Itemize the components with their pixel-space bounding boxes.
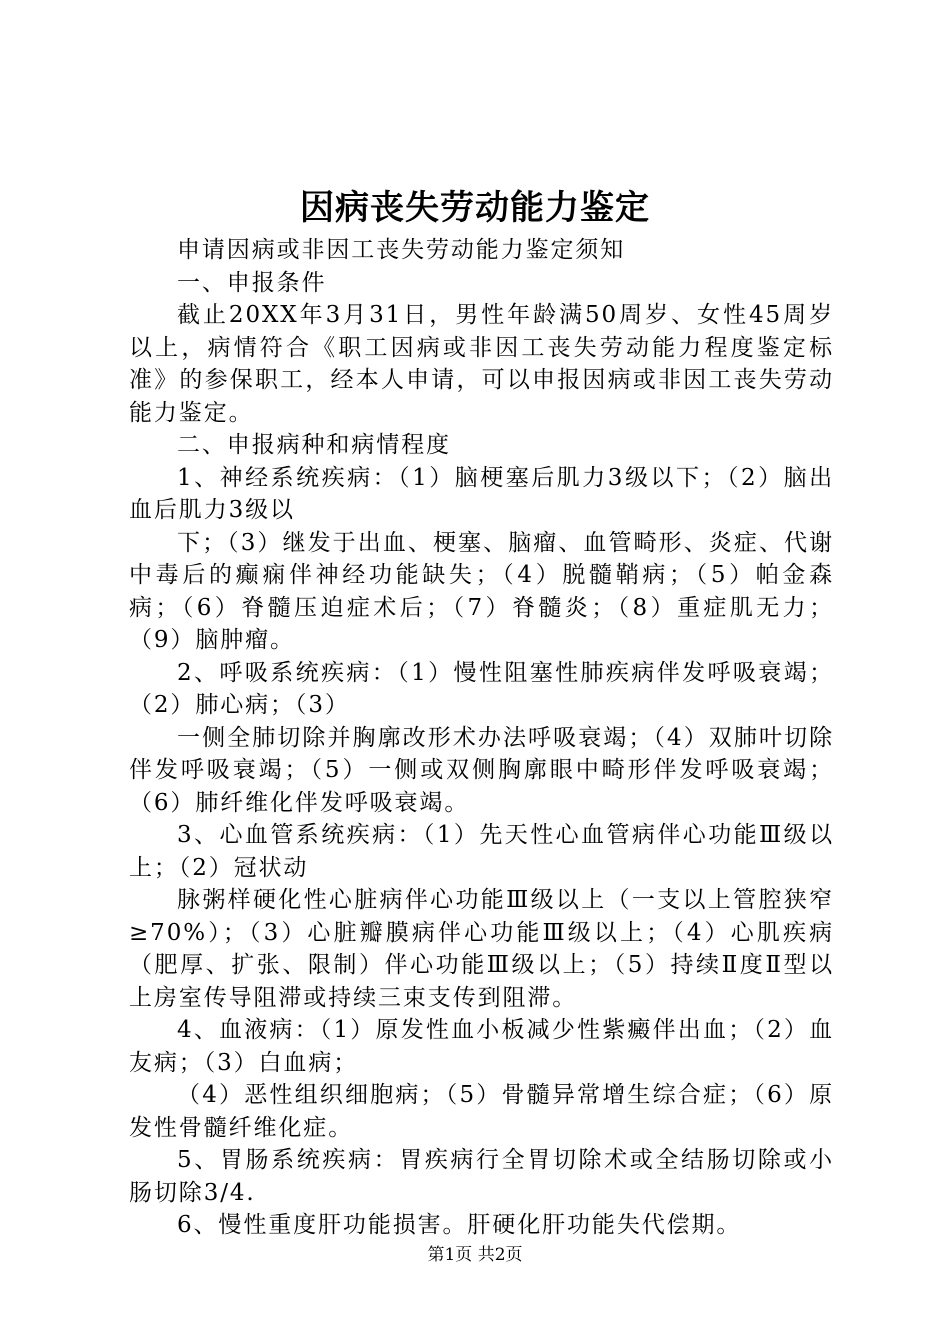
paragraph-respiratory-2: 一侧全肺切除并胸廓改形术办法呼吸衰竭；（4）双肺叶切除伴发呼吸衰竭；（5）一侧或双侧胸廓眼中畸形伴发呼吸衰竭；（6）肺纤维化伴发呼吸衰竭。 — [129, 724, 834, 816]
paragraph-neuro-2: 下；（3）继发于出血、梗塞、脑瘤、血管畸形、炎症、代谢中毒后的癫痫伴神经功能缺失；（4）脱髓鞘病；（5）帕金森病；（6）脊髓压迫症术后；（7）脊髓炎；（8）重症肌无力；（9）脑肿瘤。 — [129, 529, 834, 653]
section-heading-conditions: 一、申报条件 — [177, 269, 327, 296]
paragraph-cardio-1: 3、心血管系统疾病：（1）先天性心血管病伴心功能Ⅲ级以上；（2）冠状动 — [129, 822, 834, 881]
paragraph-blood-1: 4、血液病：（1）原发性血小板减少性紫癜伴出血；（2）血友病；（3）白血病； — [129, 1017, 834, 1076]
paragraph-respiratory-1: 2、呼吸系统疾病：（1）慢性阻塞性肺疾病伴发呼吸衰竭；（2）肺心病；（3） — [129, 659, 834, 718]
paragraph-gastro: 5、胃肠系统疾病：胃疾病行全胃切除术或全结肠切除或小肠切除3/4. — [129, 1147, 834, 1206]
paragraph-cardio-2: 脉粥样硬化性心脏病伴心功能Ⅲ级以上（一支以上管腔狭窄≥70%）；（3）心脏瓣膜病伴心功能Ⅲ级以上；（4）心肌疾病（肥厚、扩张、限制）伴心功能Ⅲ级以上；（5）持续Ⅱ度Ⅱ型以上房室传导阻滞或持续三束支传到阻滞。 — [129, 887, 834, 1011]
paragraph-conditions: 截止20XX年3月31日，男性年龄满50周岁、女性45周岁以上，病情符合《职工因病或非因工丧失劳动能力程度鉴定标准》的参保职工，经本人申请，可以申报因病或非因工丧失劳动能力鉴定。 — [129, 302, 834, 426]
document-title: 因病丧失劳动能力鉴定 — [300, 188, 650, 228]
paragraph-blood-2: （4）恶性组织细胞病；（5）骨髓异常增生综合症；（6）原发性骨髓纤维化症。 — [129, 1082, 834, 1141]
section-heading-diseases: 二、申报病种和病情程度 — [177, 432, 451, 458]
document-body — [129, 234, 834, 1242]
paragraph-neuro-1: 1、神经系统疾病：（1）脑梗塞后肌力3级以下；（2）脑出血后肌力3级以 — [129, 464, 834, 523]
page-number: 第1页 共2页 — [427, 1245, 523, 1265]
paragraph-liver: 6、慢性重度肝功能损害。肝硬化肝功能失代偿期。 — [177, 1212, 742, 1238]
notice-heading: 申请因病或非因工丧失劳动能力鉴定须知 — [177, 237, 626, 263]
